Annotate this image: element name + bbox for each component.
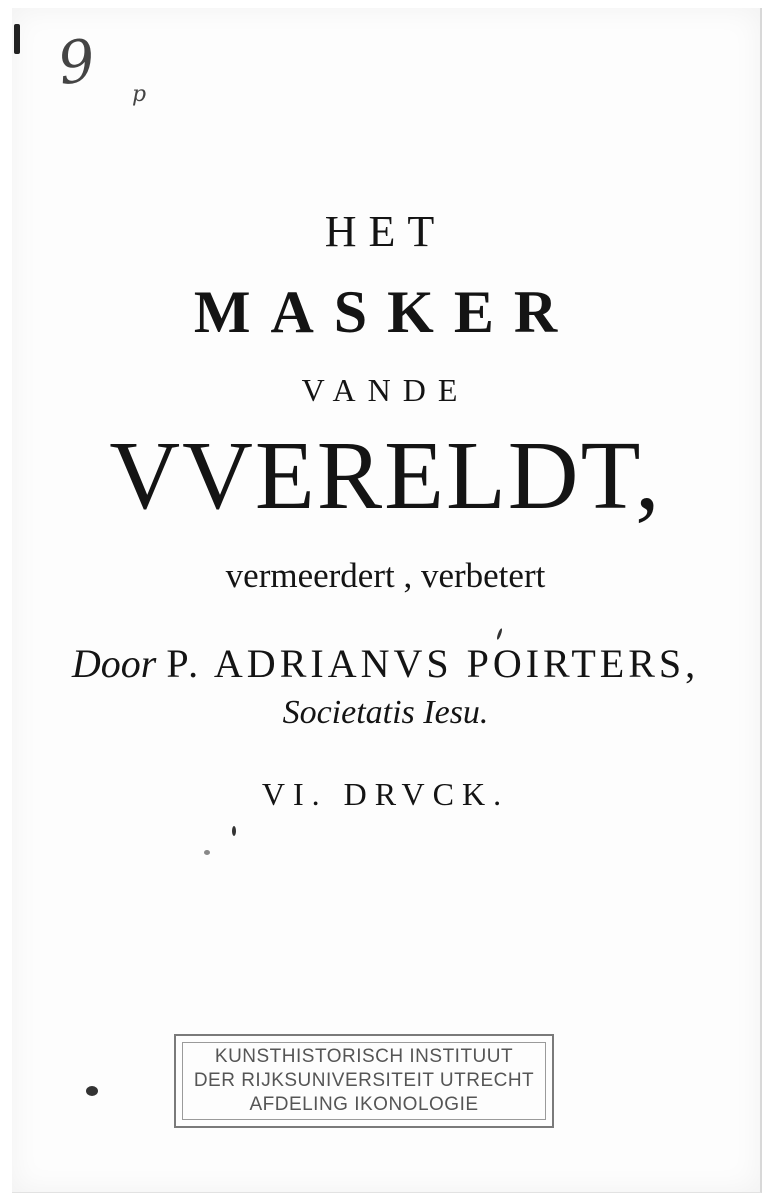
handwritten-number: 9 xyxy=(53,25,100,99)
edition-line: VI. DRVCK. xyxy=(261,776,510,812)
handwritten-mark: p xyxy=(132,82,147,107)
subtitle: vermeerdert , verbetert xyxy=(225,556,546,595)
ink-speck xyxy=(204,850,210,855)
library-stamp-text xyxy=(182,1042,546,1120)
society-line: Societatis Iesu. xyxy=(282,694,489,731)
page-sheet xyxy=(12,8,762,1193)
title-het: HET xyxy=(324,207,447,256)
library-stamp xyxy=(174,1034,554,1128)
ink-speck xyxy=(86,1086,98,1096)
author-name: P. ADRIANVS POIRTERS, xyxy=(166,641,700,686)
stamp-line-2: DER RIJKSUNIVERSITEIT UTRECHT xyxy=(193,1070,535,1091)
stamp-line-3: AFDELING IKONOLOGIE xyxy=(249,1094,479,1115)
ink-speck xyxy=(232,826,236,836)
author-prefix: Door xyxy=(71,641,157,686)
binding-mark xyxy=(14,24,20,54)
author-line xyxy=(0,640,771,687)
title-vvereldt: VVERELDT, xyxy=(109,422,662,530)
title-vande: VANDE xyxy=(301,372,470,408)
title-masker: MASKER xyxy=(193,279,578,345)
stamp-line-1: KUNSTHISTORISCH INSTITUUT xyxy=(214,1046,514,1067)
